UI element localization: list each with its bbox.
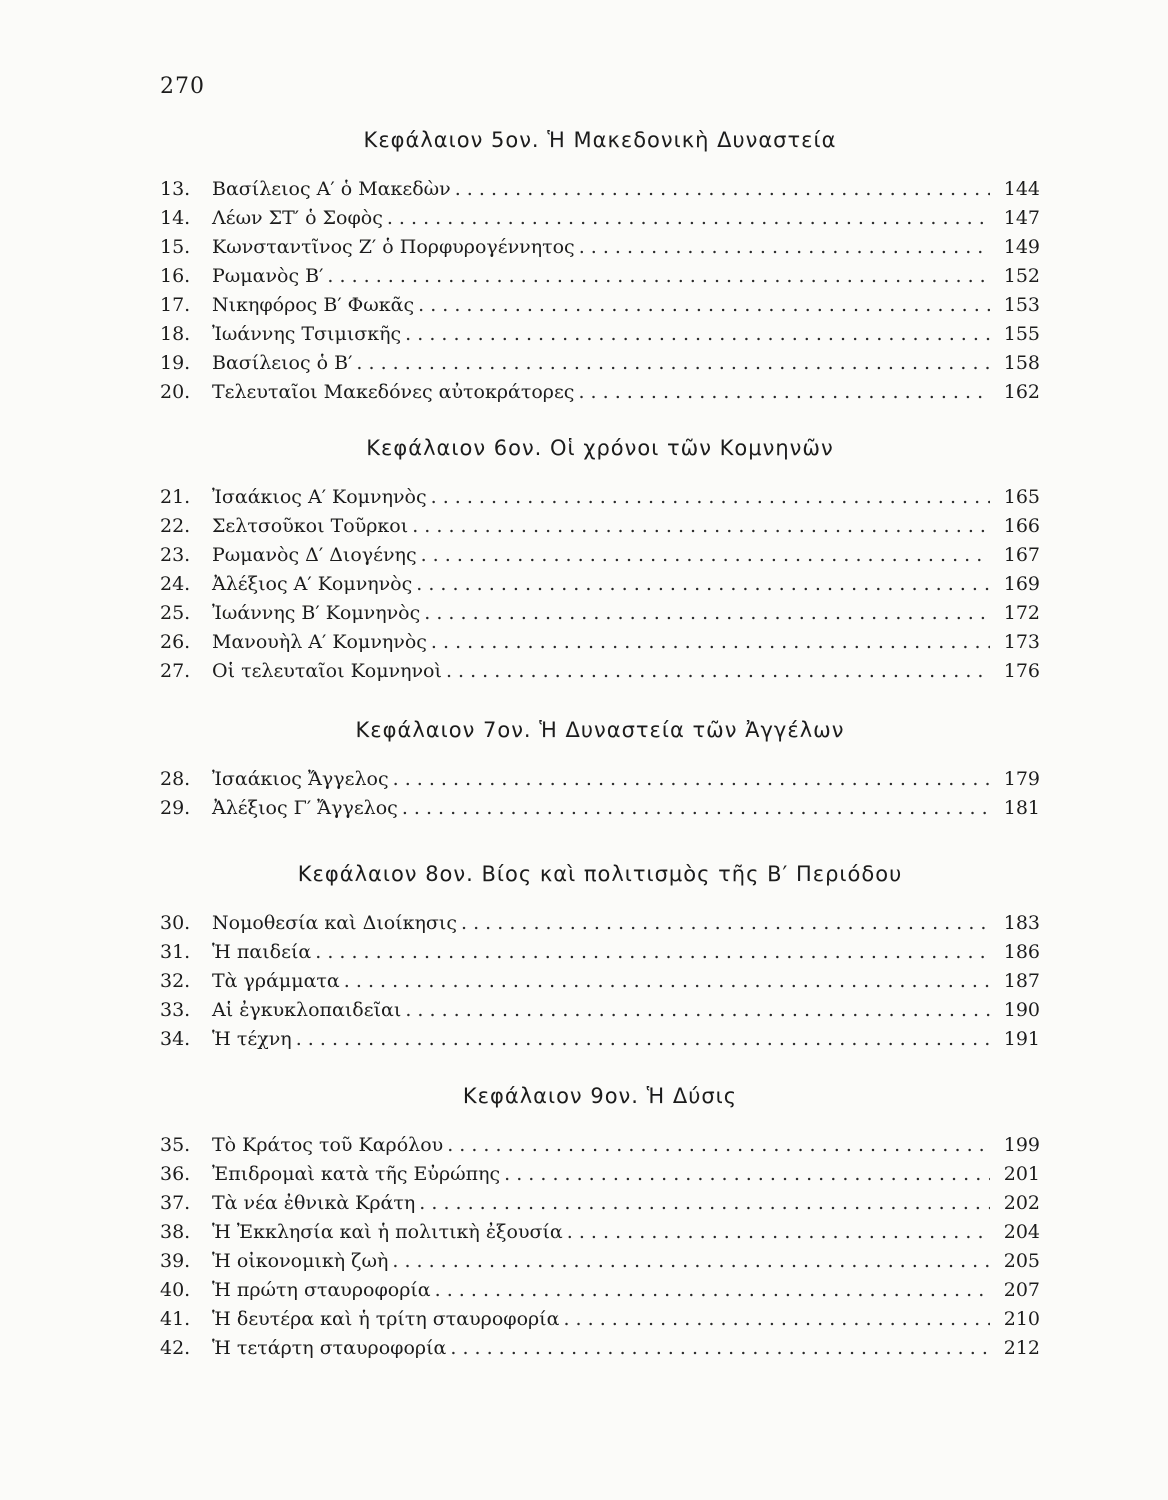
chapter-section-5	[160, 128, 1040, 410]
entry-number: 38.	[160, 1221, 191, 1243]
entry-title: Ἡ Ἐκκλησία καὶ ἡ πολιτικὴ ἐξουσία	[212, 1221, 563, 1243]
entry-page: 187	[1003, 970, 1040, 992]
entry-title: Ἰωάννης Β′ Κομνηνὸς	[212, 602, 421, 624]
toc-entry[interactable]	[160, 1028, 1040, 1057]
entry-title: Νικηφόρος Β′ Φωκᾶς	[212, 294, 415, 316]
entry-number: 19.	[160, 352, 191, 374]
entry-number: 26.	[160, 631, 191, 653]
dot-leader	[393, 768, 990, 790]
toc-entry[interactable]	[160, 912, 1040, 941]
entry-number: 35.	[160, 1134, 191, 1156]
entry-number: 27.	[160, 660, 191, 682]
toc-entry[interactable]	[160, 602, 1040, 631]
dot-leader	[327, 265, 990, 287]
chapter-heading: Κεφάλαιον 7ον. Ἡ Δυναστεία τῶν Ἀγγέλων	[355, 718, 845, 742]
entry-number: 39.	[160, 1250, 191, 1272]
entry-page: 183	[1003, 912, 1040, 934]
entry-number: 14.	[160, 207, 191, 229]
entry-page: 147	[1003, 207, 1040, 229]
entry-title: Ἰωάννης Τσιμισκῆς	[212, 323, 402, 345]
dot-leader	[392, 1250, 990, 1272]
toc-entry[interactable]	[160, 1221, 1040, 1250]
dot-leader	[296, 1028, 990, 1050]
entry-number: 13.	[160, 178, 191, 200]
entry-page: 173	[1003, 631, 1040, 653]
toc-entry[interactable]	[160, 797, 1040, 826]
entry-page: 210	[1003, 1308, 1040, 1330]
entry-number: 34.	[160, 1028, 191, 1050]
entry-number: 40.	[160, 1279, 191, 1301]
dot-leader	[504, 1163, 990, 1185]
dot-leader	[419, 1192, 990, 1214]
entry-page: 176	[1003, 660, 1040, 682]
chapter-heading: Κεφάλαιον 9ον. Ἡ Δύσις	[462, 1084, 738, 1108]
dot-leader	[344, 970, 990, 992]
entry-page: 199	[1003, 1134, 1040, 1156]
entry-page: 181	[1003, 797, 1040, 819]
dot-leader	[387, 207, 990, 229]
entry-page: 144	[1003, 178, 1040, 200]
entry-page: 201	[1003, 1163, 1040, 1185]
dot-leader	[567, 1221, 990, 1243]
entry-page: 190	[1003, 999, 1040, 1021]
entry-number: 21.	[160, 486, 191, 508]
toc-entry[interactable]	[160, 178, 1040, 207]
dot-leader	[405, 323, 990, 345]
entry-page: 158	[1003, 352, 1040, 374]
page-number: 270	[160, 74, 205, 99]
toc-entry[interactable]	[160, 1337, 1040, 1366]
dot-leader	[446, 660, 990, 682]
entry-page: 162	[1003, 381, 1040, 403]
toc-entry[interactable]	[160, 1192, 1040, 1221]
toc-entry[interactable]	[160, 1279, 1040, 1308]
entry-title: Βασίλειος ὁ Β′	[212, 352, 353, 374]
dot-leader	[315, 941, 990, 963]
toc-entry[interactable]	[160, 486, 1040, 515]
chapter-section-8	[160, 862, 1040, 1057]
entry-number: 33.	[160, 999, 191, 1021]
dot-leader	[424, 602, 990, 624]
toc-entry[interactable]	[160, 265, 1040, 294]
dot-leader	[402, 797, 990, 819]
entry-number: 15.	[160, 236, 191, 258]
entry-title: Τελευταῖοι Μακεδόνες αὐτοκράτορες	[212, 381, 575, 403]
entry-number: 36.	[160, 1163, 191, 1185]
entry-page: 204	[1003, 1221, 1040, 1243]
entry-title: Ἡ τέχνη	[212, 1028, 292, 1050]
chapter-section-9	[160, 1084, 1040, 1366]
entry-title: Ἡ πρώτη σταυροφορία	[212, 1279, 431, 1301]
entry-number: 37.	[160, 1192, 191, 1214]
dot-leader	[447, 1134, 990, 1156]
entry-title: Αἱ ἐγκυκλοπαιδεῖαι	[212, 999, 402, 1021]
entry-page: 205	[1003, 1250, 1040, 1272]
entry-number: 18.	[160, 323, 191, 345]
entry-title: Ἀλέξιος Γ′ Ἄγγελος	[212, 797, 398, 819]
toc-entry[interactable]	[160, 941, 1040, 970]
dot-leader	[405, 999, 990, 1021]
entry-title: Ἐπιδρομαὶ κατὰ τῆς Εὐρώπης	[212, 1163, 501, 1185]
entry-title: Λέων ΣΤ′ ὁ Σοφὸς	[212, 207, 383, 229]
entry-page: 169	[1003, 573, 1040, 595]
entry-page: 167	[1003, 544, 1040, 566]
dot-leader	[563, 1308, 990, 1330]
entry-title: Σελτσοῦκοι Τοῦρκοι	[212, 515, 409, 537]
entry-page: 172	[1003, 602, 1040, 624]
entry-page: 166	[1003, 515, 1040, 537]
entry-title: Τὰ γράμματα	[212, 970, 340, 992]
entry-number: 30.	[160, 912, 191, 934]
toc-entry[interactable]	[160, 1250, 1040, 1279]
entry-page: 165	[1003, 486, 1040, 508]
entry-title: Ἡ παιδεία	[212, 941, 312, 963]
dot-leader	[418, 294, 990, 316]
dot-leader	[356, 352, 990, 374]
toc-entry[interactable]	[160, 544, 1040, 573]
chapter-section-7	[160, 718, 1040, 826]
entry-title: Βασίλειος Α′ ὁ Μακεδὼν	[212, 178, 451, 200]
dot-leader	[435, 1279, 990, 1301]
entry-page: 149	[1003, 236, 1040, 258]
dot-leader	[450, 1337, 990, 1359]
entry-title: Ἰσαάκιος Α′ Κομνηνὸς	[212, 486, 427, 508]
entry-page: 152	[1003, 265, 1040, 287]
entry-title: Ἰσαάκιος Ἄγγελος	[212, 768, 389, 790]
toc-entry[interactable]	[160, 515, 1040, 544]
entry-page: 186	[1003, 941, 1040, 963]
entry-title: Τὸ Κράτος τοῦ Καρόλου	[212, 1134, 444, 1156]
toc-entry[interactable]	[160, 573, 1040, 602]
entry-number: 31.	[160, 941, 191, 963]
toc-entry[interactable]	[160, 1163, 1040, 1192]
dot-leader	[578, 381, 990, 403]
dot-leader	[416, 573, 990, 595]
chapter-heading: Κεφάλαιον 5ον. Ἡ Μακεδονικὴ Δυναστεία	[363, 128, 837, 152]
entry-title: Μανουὴλ Α′ Κομνηνὸς	[212, 631, 427, 653]
toc-entry[interactable]	[160, 970, 1040, 999]
entry-page: 155	[1003, 323, 1040, 345]
entry-number: 23.	[160, 544, 191, 566]
entry-title: Κωνσταντῖνος Ζ′ ὁ Πορφυρογέννητος	[212, 236, 575, 258]
dot-leader	[431, 486, 990, 508]
entry-number: 17.	[160, 294, 191, 316]
entry-title: Τὰ νέα ἐθνικὰ Κράτη	[212, 1192, 416, 1214]
chapter-heading: Κεφάλαιον 8ον. Βίος καὶ πολιτισμὸς τῆς Β′ Περιόδου	[297, 862, 903, 886]
entry-number: 16.	[160, 265, 191, 287]
entry-title: Ἡ οἰκονομικὴ ζωὴ	[212, 1250, 389, 1272]
toc-entry[interactable]	[160, 1134, 1040, 1163]
entry-number: 29.	[160, 797, 191, 819]
entry-page: 212	[1003, 1337, 1040, 1359]
entry-number: 20.	[160, 381, 191, 403]
dot-leader	[431, 631, 990, 653]
chapter-heading: Κεφάλαιον 6ον. Οἱ χρόνοι τῶν Κομνηνῶν	[366, 436, 834, 460]
toc-entry[interactable]	[160, 352, 1040, 381]
entry-page: 202	[1003, 1192, 1040, 1214]
entry-page: 207	[1003, 1279, 1040, 1301]
entry-number: 41.	[160, 1308, 191, 1330]
entry-title: Οἱ τελευταῖοι Κομνηνοὶ	[212, 660, 442, 682]
entry-title: Ἡ τετάρτη σταυροφορία	[212, 1337, 447, 1359]
entry-title: Ἡ δευτέρα καὶ ἡ τρίτη σταυροφορία	[212, 1308, 560, 1330]
entry-title: Νομοθεσία καὶ Διοίκησις	[212, 912, 457, 934]
toc-entry[interactable]	[160, 631, 1040, 660]
entry-page: 179	[1003, 768, 1040, 790]
entry-number: 42.	[160, 1337, 191, 1359]
entry-number: 25.	[160, 602, 191, 624]
entry-title: Ρωμανὸς Δ′ Διογένης	[212, 544, 417, 566]
toc-entry[interactable]	[160, 381, 1040, 410]
chapter-section-6	[160, 436, 1040, 689]
entry-title: Ἀλέξιος Α′ Κομνηνὸς	[212, 573, 413, 595]
dot-leader	[579, 236, 990, 258]
toc-entry[interactable]	[160, 294, 1040, 323]
toc-entry[interactable]	[160, 323, 1040, 352]
entry-page: 153	[1003, 294, 1040, 316]
toc-entry[interactable]	[160, 236, 1040, 265]
entry-page: 191	[1003, 1028, 1040, 1050]
dot-leader	[461, 912, 990, 934]
toc-entry[interactable]	[160, 1308, 1040, 1337]
toc-entry[interactable]	[160, 768, 1040, 797]
toc-entry[interactable]	[160, 660, 1040, 689]
entry-number: 32.	[160, 970, 191, 992]
toc-entry[interactable]	[160, 207, 1040, 236]
entry-number: 22.	[160, 515, 191, 537]
dot-leader	[421, 544, 990, 566]
entry-number: 24.	[160, 573, 191, 595]
dot-leader	[455, 178, 990, 200]
dot-leader	[412, 515, 990, 537]
entry-number: 28.	[160, 768, 191, 790]
toc-entry[interactable]	[160, 999, 1040, 1028]
entry-title: Ρωμανὸς Β′	[212, 265, 324, 287]
